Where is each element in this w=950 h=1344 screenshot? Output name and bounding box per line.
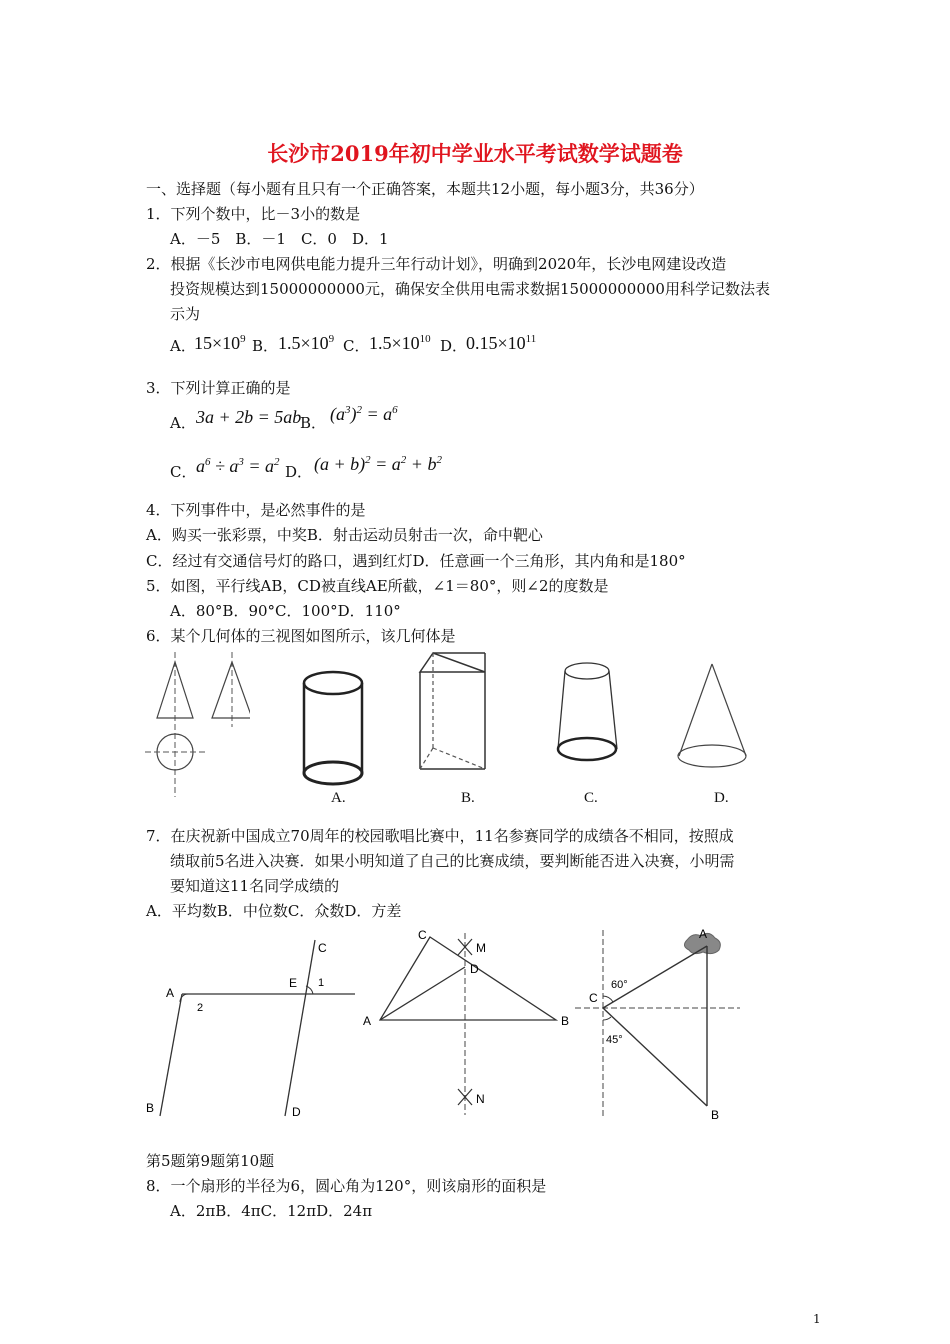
q6-label-d: D. — [714, 790, 729, 806]
fig5-label-d: D — [292, 1105, 301, 1119]
figure-q9 — [358, 925, 578, 1125]
fig9-label-d: D — [470, 962, 479, 976]
q3-option-b: $(a^3)^2 = a^6$ — [330, 404, 398, 424]
q6-label-a: A. — [331, 790, 346, 806]
fig9-label-a: A — [363, 1014, 372, 1028]
q6-option-b-prism — [415, 650, 495, 775]
q3-option-c: $a^6 \div a^3 = a^2$ — [196, 456, 280, 476]
fig5-label-a: A — [166, 986, 175, 1000]
fig9-label-b: B — [561, 1014, 570, 1028]
q3-option-c-label: C． — [170, 463, 197, 481]
q7-options: A．平均数B．中位数C．众数D．方差 — [146, 902, 402, 920]
q2-option-d: $0.15\times 10^{11}$ — [466, 333, 537, 353]
figure-caption: 第5题第9题第10题 — [146, 1152, 275, 1170]
fig9-label-n: N — [476, 1092, 485, 1106]
q3-option-a-label: A． — [170, 414, 196, 432]
fig5-label-c: C — [318, 941, 327, 955]
three-views-figure — [140, 652, 250, 802]
q6-stem: 6．某个几何体的三视图如图所示，该几何体是 — [146, 627, 456, 645]
q6-label-b: B. — [461, 790, 475, 806]
q4-options-line1: A．购买一张彩票，中奖B．射击运动员射击一次，命中靶心 — [146, 526, 543, 544]
q3-stem: 3．下列计算正确的是 — [146, 379, 291, 397]
q5-options: A．80°B．90°C．100°D．110° — [170, 602, 401, 620]
q8-options: A．2πB．4πC．12πD．24π — [170, 1202, 373, 1220]
section-heading: 一、选择题（每小题有且只有一个正确答案，本题共12小题，每小题3分，共36分） — [146, 180, 704, 198]
q1-stem: 1．下列个数中，比－3小的数是 — [146, 205, 361, 223]
fig9-label-c: C — [418, 928, 427, 942]
q7-line1: 7．在庆祝新中国成立70周年的校园歌唱比赛中，11名参赛同学的成绩各不相同，按照成 — [146, 827, 734, 845]
q2-option-b-label: B． — [252, 337, 279, 355]
q6-option-c-frustum — [551, 657, 626, 777]
fig5-angle-2: 2 — [197, 1002, 204, 1014]
q6-option-a-cylinder — [298, 665, 368, 805]
q2-line3: 示为 — [170, 305, 201, 323]
fig10-label-b: B — [711, 1108, 720, 1122]
fig5-label-b: B — [146, 1101, 155, 1115]
q4-options-line2: C．经过有交通信号灯的路口，遇到红灯D．任意画一个三角形，其内角和是180° — [146, 552, 686, 570]
q2-option-d-label: D． — [440, 337, 468, 355]
q2-option-c: $1.5\times 10^{10}$ — [369, 333, 431, 353]
q3-option-a: 3a + 2b = 5ab — [196, 407, 302, 427]
q8-stem: 8．一个扇形的半径为6，圆心角为120°，则该扇形的面积是 — [146, 1177, 547, 1195]
fig5-label-e: E — [289, 976, 298, 990]
q5-stem: 5．如图，平行线AB，CD被直线AE所截，∠1＝80°，则∠2的度数是 — [146, 577, 609, 595]
q3-option-d: $(a + b)^2 = a^2 + b^2$ — [314, 454, 442, 474]
q2-option-c-label: C． — [343, 337, 370, 355]
q6-label-c: C. — [584, 790, 598, 806]
fig10-label-c: C — [589, 991, 598, 1005]
fig10-angle-60: 60° — [611, 979, 628, 991]
q3-option-b-label: B． — [300, 414, 327, 432]
fig5-angle-1: 1 — [318, 977, 325, 989]
page-number: 1 — [813, 1312, 821, 1326]
q7-line3: 要知道这11名同学成绩的 — [170, 877, 340, 895]
q2-option-b: $1.5\times 10^9$ — [278, 333, 335, 353]
figure-q10 — [575, 922, 755, 1122]
q6-option-d-cone — [674, 662, 754, 777]
figure-q5 — [140, 930, 360, 1130]
q2-option-a-label: A． — [170, 337, 196, 355]
q2-line1: 2．根据《长沙市电网供电能力提升三年行动计划》，明确到2020年，长沙电网建设改造 — [146, 255, 727, 273]
fig10-label-a: A — [699, 927, 708, 941]
q4-stem: 4．下列事件中，是必然事件的是 — [146, 501, 366, 519]
q2-line2: 投资规模达到15000000000元，确保安全供用电需求数据15000000000用科学记数法表 — [170, 280, 770, 298]
q3-option-d-label: D． — [285, 463, 313, 481]
page-title: 长沙市2019年初中学业水平考试数学试题卷 — [267, 141, 683, 166]
q7-line2: 绩取前5名进入决赛．如果小明知道了自己的比赛成绩，要判断能否进入决赛，小明需 — [170, 852, 735, 870]
fig9-label-m: M — [476, 941, 486, 955]
q1-options: A．－5 B．－1 C．0 D．1 — [170, 230, 389, 248]
q2-option-a: $15\times 10^9$ — [194, 333, 246, 353]
fig10-angle-45: 45° — [606, 1034, 623, 1046]
